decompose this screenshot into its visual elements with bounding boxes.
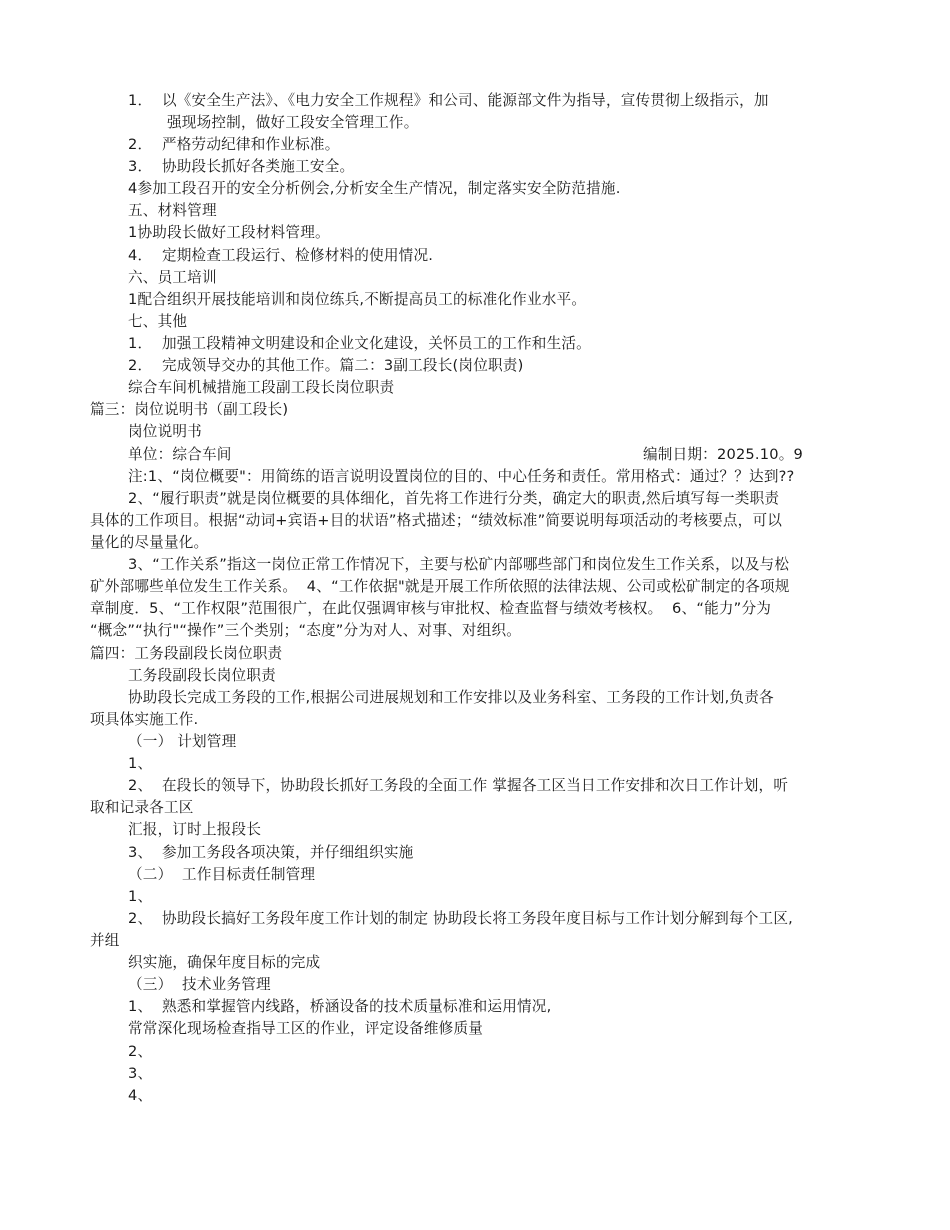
text-line: 并组 [90,932,120,949]
section-heading: （一） 计划管理 [128,733,237,750]
text-line: 4参加工段召开的安全分析例会,分析安全生产情况，制定落实安全防范措施. [128,180,621,197]
text-line: 3、 参加工务段各项决策，并仔细组织实施 [128,844,414,861]
text-line: 4． 定期检查工段运行、检修材料的使用情况. [128,247,434,264]
text-line: 岗位说明书 [128,423,202,440]
text-line: 2、 协助段长搞好工务段年度工作计划的制定 协助段长将工务段年度目标与工作计划分解到每个工区, [128,910,793,927]
text-line: 2． 严格劳动纪律和作业标准。 [128,136,340,153]
section-heading: 七、其他 [128,313,188,330]
text-line: 1、 [128,888,153,905]
text-line: 1配合组织开展技能培训和岗位练兵,不断提高员工的标准化作业水平。 [128,291,587,308]
text-line: 3、“工作关系”指这一岗位正常工作情况下，主要与松矿内部哪些部门和岗位发生工作关系，以及与松 [128,556,790,573]
text-line: 项具体实施工作. [90,711,199,728]
text-line: 工务段副段长岗位职责 [128,667,276,684]
text-line: 3． 协助段长抓好各类施工安全。 [128,158,355,175]
text-line: 1． 以《安全生产法》、《电力安全工作规程》和公司、能源部文件为指导，宣传贯彻上级指示，加 [128,92,769,109]
text-line: 强现场控制，做好工段安全管理工作。 [167,114,419,131]
text-line: 1、 [128,755,153,772]
text-line: 常常深化现场检查指导工区的作业，评定设备维修质量 [128,1020,484,1037]
text-line: 2、 在段长的领导下，协助段长抓好工务段的全面工作 掌握各工区当日工作安排和次日工作计划，听 [128,777,789,794]
text-line: 4、 [128,1087,153,1104]
text-line: 1协助段长做好工段材料管理。 [128,224,330,241]
unit-label: 单位：综合车间 [128,446,232,463]
section-heading: 六、员工培训 [128,269,217,286]
text-line: 具体的工作项目。根据“动词+宾语+目的状语”格式描述；“绩效标准”简要说明每项活动的考核要点，可以 [90,512,783,529]
text-line: 1． 加强工段精神文明建设和企业文化建设，关怀员工的工作和生活。 [128,335,591,352]
date-label: 编制日期：2025.10。9 [643,446,803,463]
chapter-heading: 篇四：工务段副段长岗位职责 [90,645,283,662]
text-line: 1、 熟悉和掌握管内线路，桥涵设备的技术质量标准和运用情况, [128,998,552,1015]
text-line: 量化的尽量量化。 [90,534,209,551]
chapter-heading: 篇三：岗位说明书（副工段长) [90,401,289,418]
text-line: 章制度．5、“工作权限”范围很广，在此仅强调审核与审批权、检查监督与绩效考核权。 6、“能力”分为 [90,600,772,617]
text-line: 2． 完成领导交办的其他工作。篇二：3副工段长(岗位职责) [128,357,524,374]
text-line: 织实施，确保年度目标的完成 [128,954,321,971]
text-line: 2、 [128,1043,153,1060]
text-line: 2、“履行职责”就是岗位概要的具体细化，首先将工作进行分类，确定大的职责,然后填写每一类职责 [128,490,780,507]
text-line: 3、 [128,1065,153,1082]
section-heading: （三） 技术业务管理 [128,976,271,993]
text-line: “概念”“执行"“操作”三个类别；“态度”分为对人、对事、对组织。 [90,622,522,639]
section-heading: 五、材料管理 [128,202,217,219]
text-line: 矿外部哪些单位发生工作关系。 4、“工作依据"就是开展工作所依照的法律法规、公司或松矿制定的各项规 [90,578,790,595]
text-line: 综合车间机械措施工段副工段长岗位职责 [128,379,395,396]
text-line: 取和记录各工区 [90,799,194,816]
text-line: 注:1、“岗位概要"：用简练的语言说明设置岗位的目的、中心任务和责任。常用格式：通过？？达到?? [128,468,795,485]
text-line: 协助段长完成工务段的工作,根据公司进展规划和工作安排以及业务科室、工务段的工作计划,负责各 [128,689,774,706]
text-line: 汇报，订时上报段长 [128,821,262,838]
section-heading: （二） 工作目标责任制管理 [128,866,316,883]
